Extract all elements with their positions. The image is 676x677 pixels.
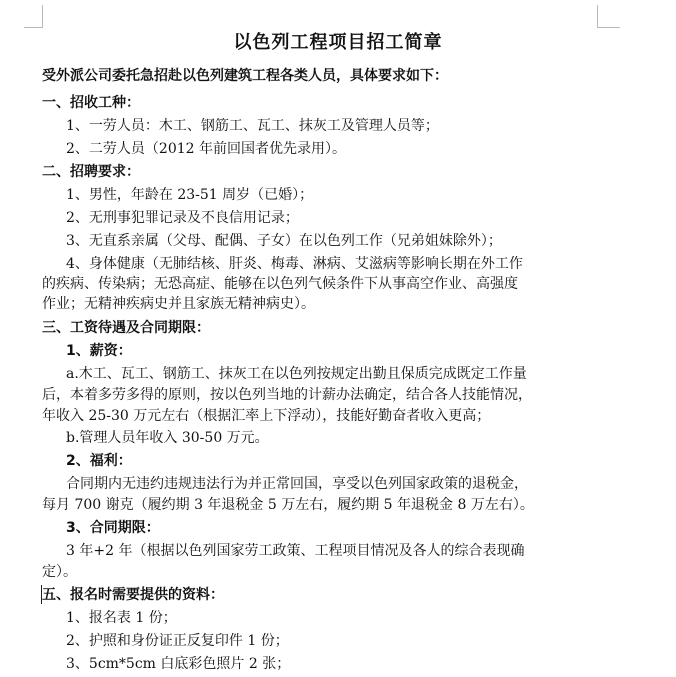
paragraph-line: 合同期内无违约违规违法行为并正常回国，享受以色列国家政策的退税金， [66, 476, 528, 492]
paragraph-line: 每月 700 谢克（履约期 3 年退税金 5 万左右，履约期 5 年退税金 8 万左右）。 [42, 497, 534, 513]
list-item: 1、报名表 1 份； [66, 610, 177, 626]
intro-line: 受外派公司委托急招赴以色列建筑工程各类人员，具体要求如下： [42, 68, 448, 84]
list-item: 3、5cm*5cm 白底彩色照片 2 张； [66, 656, 291, 672]
list-item: 2、二劳人员（2012 年前回国者优先录用）。 [66, 141, 346, 157]
paragraph-line: 定）。 [42, 564, 77, 580]
section-heading-3: 三、工资待遇及合同期限： [42, 320, 210, 336]
paragraph-line: 3 年+2 年（根据以色列国家劳工政策、工程项目情况及各人的综合表现确 [66, 543, 525, 559]
paragraph-line: b.管理人员年收入 30-50 万元。 [66, 430, 269, 446]
subsection-heading-welfare: 2、福利： [66, 453, 132, 469]
section-heading-1: 一、招收工种： [42, 95, 140, 111]
paragraph-line: 年收入 25-30 万元左右（根据汇率上下浮动），技能好勤奋者收入更高； [42, 408, 491, 424]
paragraph-line: a.木工、瓦工、钢筋工、抹灰工在以色列按规定出勤且保质完成既定工作量 [66, 366, 527, 382]
document-title: 以色列工程项目招工简章 [233, 32, 443, 53]
subsection-heading-contract: 3、合同期限： [66, 520, 160, 536]
list-item: 2、无刑事犯罪记录及不良信用记录； [66, 210, 299, 226]
crop-mark-top-right [597, 5, 620, 28]
list-item: 2、护照和身份证正反复印件 1 份； [66, 633, 289, 649]
subsection-heading-salary: 1、薪资： [66, 343, 132, 359]
list-item: 4、身体健康（无肺结核、肝炎、梅毒、淋病、艾滋病等影响长期在外工作 [66, 256, 523, 272]
list-item: 1、一劳人员：木工、钢筋工、瓦工、抹灰工及管理人员等； [66, 118, 439, 134]
crop-mark-top-left [24, 5, 43, 28]
section-heading-2: 二、招聘要求： [42, 164, 140, 180]
list-item-continued: 的疾病、传染病；无恐高症、能够在以色列气候条件下从事高空作业、高强度 [42, 276, 518, 292]
list-item: 3、无直系亲属（父母、配偶、子女）在以色列工作（兄弟姐妹除外）； [66, 233, 502, 249]
paragraph-line: 后，本着多劳多得的原则，按以色列当地的计薪办法确定，结合各人技能情况， [42, 387, 532, 403]
list-item: 1、男性，年龄在 23-51 周岁（已婚）； [66, 187, 314, 203]
list-item-continued: 作业；无精神疾病史并且家族无精神病史）。 [42, 296, 315, 312]
section-heading-5: 五、报名时需要提供的资料： [42, 587, 224, 603]
